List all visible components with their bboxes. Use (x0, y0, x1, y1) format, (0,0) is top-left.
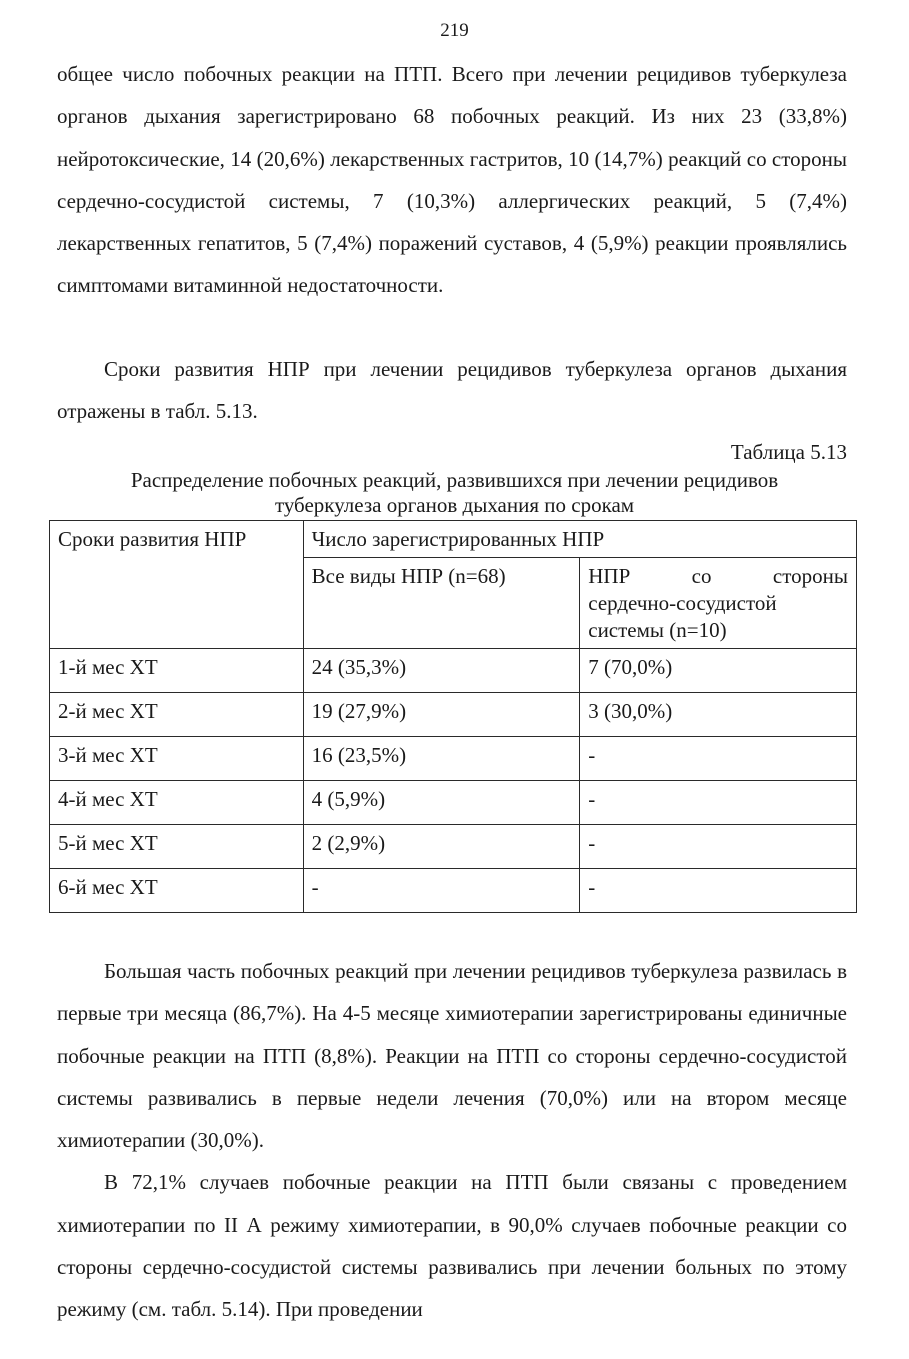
table-row (50, 649, 857, 693)
cell-all: 2 (2,9%) (303, 825, 580, 869)
header-cardio-line (588, 563, 848, 590)
header-cardio-word: со (691, 564, 712, 588)
table-row (50, 825, 857, 869)
page-number: 219 (440, 20, 469, 41)
header-cardio-word: стороны (772, 564, 848, 588)
table-reference-text (57, 348, 847, 433)
table-row (50, 737, 857, 781)
cell-all: 16 (23,5%) (303, 737, 580, 781)
cell-cardio: - (580, 781, 857, 825)
header-cardio (580, 558, 857, 649)
cell-all: 4 (5,9%) (303, 781, 580, 825)
cell-period: 3-й мес ХТ (50, 737, 304, 781)
header-cardio-line: системы (n=10) (588, 618, 727, 642)
cell-all: 24 (35,3%) (303, 649, 580, 693)
header-registered-count: Число зарегистрированных НПР (303, 521, 856, 558)
cell-period: 2-й мес ХТ (50, 693, 304, 737)
cell-cardio: - (580, 825, 857, 869)
table-label: Таблица 5.13 (730, 440, 847, 464)
cell-cardio: 3 (30,0%) (580, 693, 857, 737)
header-cardio-word: НПР (588, 564, 631, 588)
table-header-row (50, 521, 857, 558)
paragraph-regimen-conclusion: В 72,1% случаев побочные реакции на ПТП были связаны с проведением химиотерапии по II А режиму химиотерапии, в 90,0% случаев побочные реакции со стороны сердечно-сосудистой системы развивались при лечении больных по этому режиму (см. табл. 5.14). При проведении (57, 1170, 847, 1322)
header-all-types: Все виды НПР (n=68) (303, 558, 580, 649)
cell-period: 4-й мес ХТ (50, 781, 304, 825)
cell-cardio: - (580, 869, 857, 913)
table-row (50, 781, 857, 825)
side-effects-timing-table (49, 520, 857, 913)
cell-period: 5-й мес ХТ (50, 825, 304, 869)
header-cardio-line: сердечно-сосудистой (588, 591, 777, 615)
paragraph-timing-conclusion: Большая часть побочных реакций при лечении рецидивов туберкулеза развилась в первые три месяца (86,7%). На 4-5 месяце химиотерапии зарегистрированы единичные побочные реакции на ПТП (8,8%). Реакции на ПТП со стороны сердечно-сосудистой системы развивались в первые недели лечения (70,0%) или на втором месяце химиотерапии (30,0%). (57, 959, 847, 1153)
cell-cardio: 7 (70,0%) (580, 649, 857, 693)
cell-period: 6-й мес ХТ (50, 869, 304, 913)
paragraph-side-effects-summary: общее число побочных реакции на ПТП. Всего при лечении рецидивов туберкулеза органов дыхания зарегистрировано 68 побочных реакций. Из них 23 (33,8%) нейротоксические, 14 (20,6%) лекарственных гастритов, 10 (14,7%) реакций со стороны сердечно-сосудистой системы, 7 (10,3%) аллергических реакций, 5 (7,4%) лекарственных гепатитов, 5 (7,4%) поражений суставов, 4 (5,9%) реакции проявлялись симптомами витаминной недостаточности. (57, 62, 847, 298)
cell-all: - (303, 869, 580, 913)
cell-period: 1-й мес ХТ (50, 649, 304, 693)
header-period: Сроки развития НПР (50, 521, 304, 649)
table-title-line: туберкулеза органов дыхания по срокам (274, 493, 635, 517)
table-row (50, 693, 857, 737)
cell-cardio: - (580, 737, 857, 781)
cell-all: 19 (27,9%) (303, 693, 580, 737)
intro-text (57, 53, 847, 307)
table-row (50, 869, 857, 913)
table-title-line: Распределение побочных реакций, развившихся при лечении рецидивов (130, 468, 779, 492)
conclusion-text (57, 950, 847, 1331)
paragraph-table-reference: Сроки развития НПР при лечении рецидивов туберкулеза органов дыхания отражены в табл. 5.13. (57, 357, 847, 424)
table-title (0, 468, 909, 518)
